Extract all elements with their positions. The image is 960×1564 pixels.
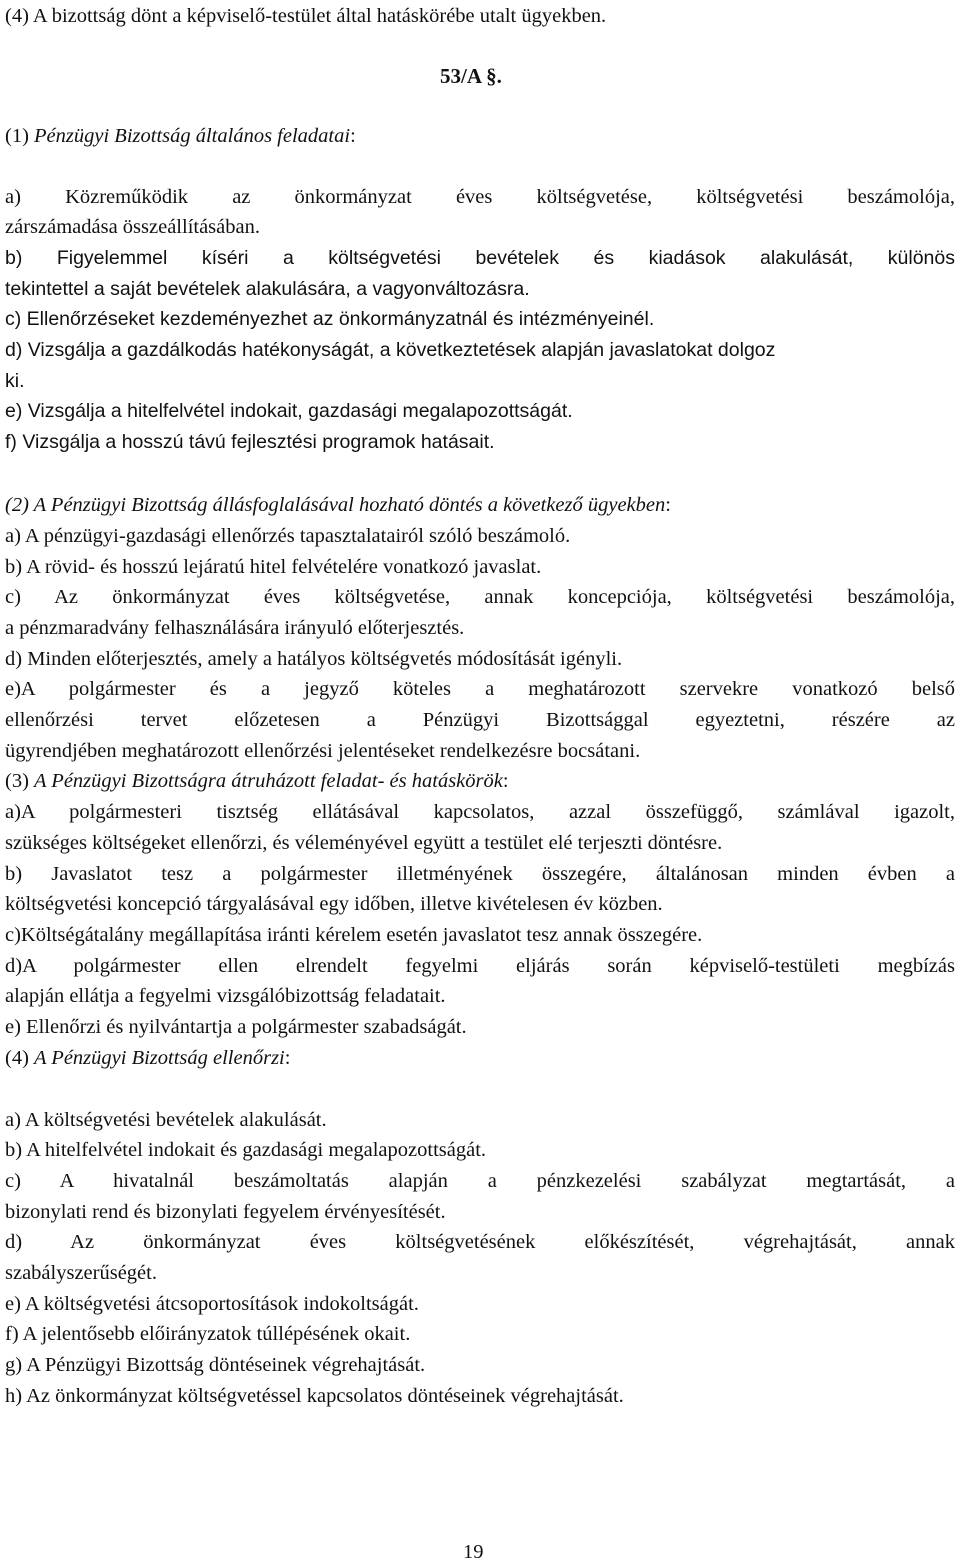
section-4-heading: (4) A Pénzügyi Bizottság ellenőrzi: — [5, 1047, 291, 1069]
paragraph-line: c) Az önkormányzat éves költségvetése, annak koncepciója, költségvetési beszámolója, — [5, 586, 955, 608]
paragraph-line: a) A pénzügyi-gazdasági ellenőrzés tapasztalatairól szóló beszámoló. — [5, 525, 571, 547]
paragraph-line: b) A rövid- és hosszú lejáratú hitel felvételére vonatkozó javaslat. — [5, 556, 542, 578]
paragraph-line: a) A költségvetési bevételek alakulását. — [5, 1109, 327, 1131]
paragraph-line: c) A hivatalnál beszámoltatás alapján a pénzkezelési szabályzat megtartását, a — [5, 1170, 955, 1192]
paragraph-line: b) A hitelfelvétel indokait és gazdasági megalapozottságát. — [5, 1139, 487, 1161]
section-3-heading: (3) A Pénzügyi Bizottságra átruházott feladat- és hatáskörök: — [5, 770, 509, 792]
paragraph-line: e)A polgármester és a jegyző köteles a meghatározott szervekre vonatkozó belső — [5, 678, 955, 700]
paragraph-line: b) Figyelemmel kíséri a költségvetési bevételek és kiadások alakulását, különös — [5, 247, 955, 269]
paragraph-line: bizonylati rend és bizonylati fegyelem érvényesítését. — [5, 1201, 446, 1223]
paragraph-line: ki. — [5, 370, 25, 392]
paragraph-line: f) Vizsgálja a hosszú távú fejlesztési programok hatásait. — [5, 431, 495, 453]
paragraph-line: szabályszerűségét. — [5, 1262, 157, 1284]
paragraph-line: zárszámadása összeállításában. — [5, 216, 260, 238]
paragraph-line: e) Vizsgálja a hitelfelvétel indokait, gazdasági megalapozottságát. — [5, 400, 573, 422]
section-title: 53/A §. — [440, 64, 502, 88]
paragraph-line: f) A jelentősebb előirányzatok túllépésének okait. — [5, 1323, 411, 1345]
paragraph-line: ellenőrzési tervet előzetesen a Pénzügyi Bizottsággal egyeztetni, részére az — [5, 709, 955, 731]
paragraph-line: e) A költségvetési átcsoportosítások indokoltságát. — [5, 1293, 419, 1315]
paragraph-line: c) Ellenőrzéseket kezdeményezhet az önkormányzatnál és intézményeinél. — [5, 308, 655, 330]
paragraph-line: d) Az önkormányzat éves költségvetésének előkészítését, végrehajtását, annak — [5, 1231, 955, 1253]
paragraph-line: e) Ellenőrzi és nyilvántartja a polgármester szabadságát. — [5, 1016, 467, 1038]
paragraph-line: ügyrendjében meghatározott ellenőrzési jelentéseket rendelkezésre bocsátani. — [5, 740, 641, 762]
page-number: 19 — [463, 1541, 484, 1563]
paragraph-line: tekintettel a saját bevételek alakulására, a vagyonváltozásra. — [5, 278, 530, 300]
paragraph-line: a)A polgármesteri tisztség ellátásával kapcsolatos, azzal összefüggő, számlával igazolt, — [5, 801, 955, 823]
section-2-heading: (2) A Pénzügyi Bizottság állásfoglalásával hozható döntés a következő ügyekben: — [5, 494, 671, 516]
section-1-heading: (1) Pénzügyi Bizottság általános feladatai: — [5, 125, 356, 147]
paragraph-line: költségvetési koncepció tárgyalásával egy időben, illetve kivételesen év közben. — [5, 893, 663, 915]
paragraph-line: a) Közreműködik az önkormányzat éves költségvetése, költségvetési beszámolója, — [5, 186, 955, 208]
paragraph-line: alapján ellátja a fegyelmi vizsgálóbizottság feladatait. — [5, 985, 446, 1007]
paragraph-line: a pénzmaradvány felhasználására irányuló előterjesztés. — [5, 617, 465, 639]
paragraph-line: d)A polgármester ellen elrendelt fegyelmi eljárás során képviselő-testületi megbízás — [5, 955, 955, 977]
paragraph-line: d) Vizsgálja a gazdálkodás hatékonyságát, a következtetések alapján javaslatokat dolgoz — [5, 339, 776, 361]
paragraph-line: (4) A bizottság dönt a képviselő-testület által hatáskörébe utalt ügyekben. — [5, 5, 607, 27]
paragraph-line: c)Költségátalány megállapítása iránti kérelem esetén javaslatot tesz annak összegére. — [5, 924, 703, 946]
paragraph-line: g) A Pénzügyi Bizottság döntéseinek végrehajtását. — [5, 1354, 426, 1376]
paragraph-line: b) Javaslatot tesz a polgármester illetményének összegére, általánosan minden évben a — [5, 863, 955, 885]
paragraph-line: szükséges költségeket ellenőrzi, és véleményével együtt a testület elé terjeszti döntésre. — [5, 832, 723, 854]
paragraph-line: h) Az önkormányzat költségvetéssel kapcsolatos döntéseinek végrehajtását. — [5, 1385, 624, 1407]
paragraph-line: d) Minden előterjesztés, amely a hatályos költségvetés módosítását igényli. — [5, 648, 623, 670]
